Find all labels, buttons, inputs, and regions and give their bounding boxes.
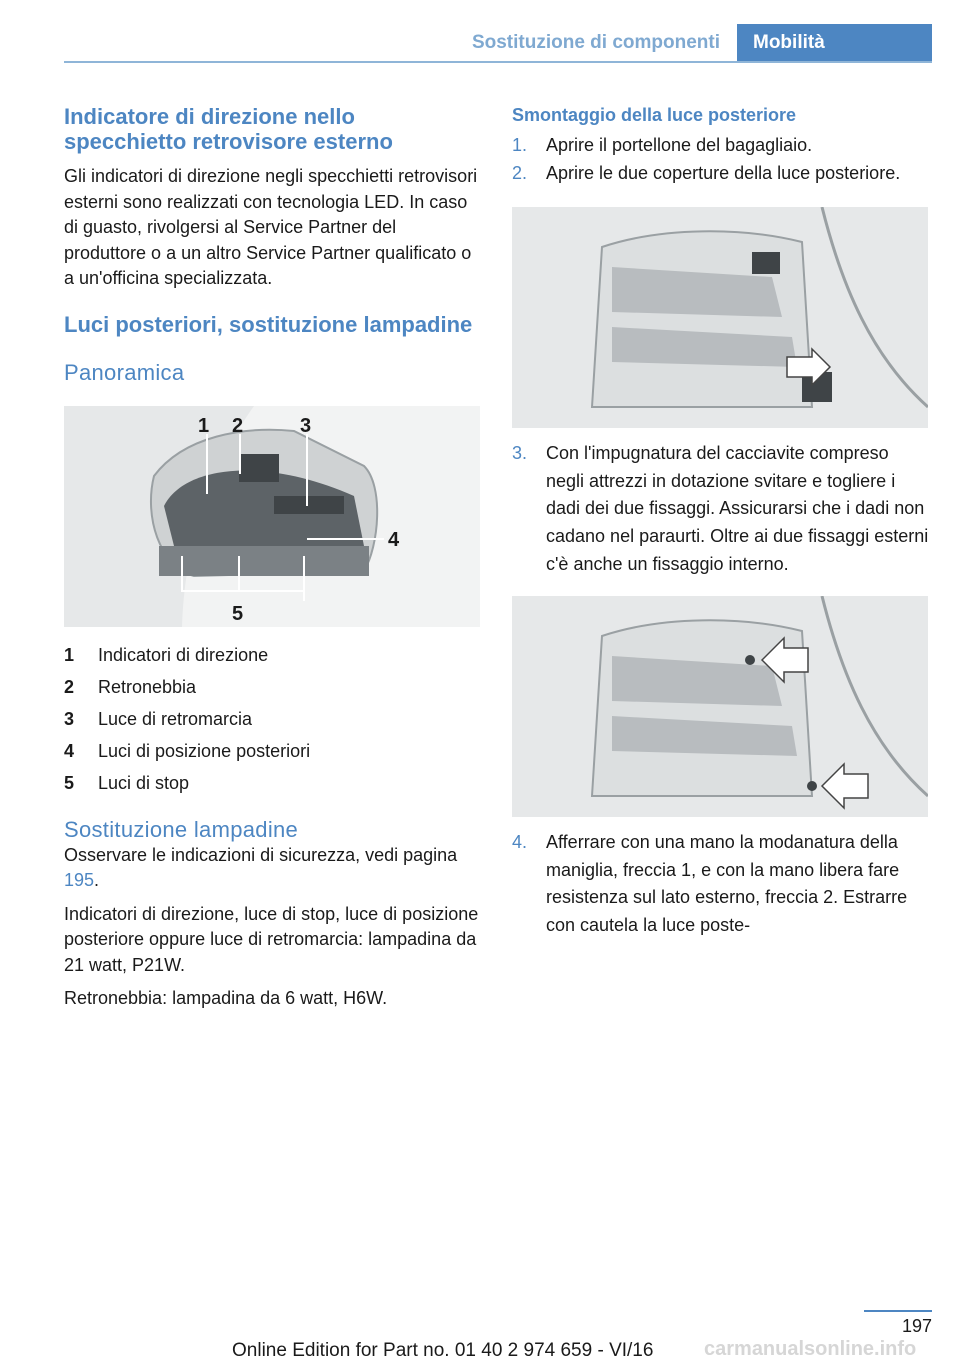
reverse-light-segment	[274, 496, 344, 514]
legend-item	[64, 639, 482, 671]
legend-text: Luci di posizione posteriori	[98, 740, 311, 761]
edition-note: Online Edition for Part no. 01 40 2 974 659 - VI/16	[232, 1340, 654, 1361]
running-header-chapter-tab: Mobilità	[737, 24, 932, 63]
page-reference-link[interactable]: 195	[64, 870, 95, 890]
heading-removal: Smontaggio della luce posteriore	[512, 105, 797, 125]
step-item	[512, 132, 930, 160]
step-item	[512, 829, 930, 939]
legend-item	[64, 703, 482, 735]
legend-number: 1	[64, 644, 75, 665]
legend-text: Retronebbia	[98, 676, 197, 697]
watermark: carmanualsonline.info	[704, 1338, 917, 1360]
steps-list-c	[512, 829, 930, 939]
step-text: Con l'impugnatura del cacciavite compreso negli attrezzi in dotazione svitare e togliere i dadi dei due fissaggi. Assicurarsi che i dadi non cadano nel paraurti. Oltre ai due fissaggi esterni c'è anche un fissaggio interno.	[546, 443, 929, 574]
legend-item	[64, 735, 482, 767]
figure-fixing-nuts	[512, 596, 928, 817]
figure-label-3: 3	[300, 414, 312, 437]
legend-item	[64, 767, 482, 799]
fixing-nut-upper	[745, 655, 755, 665]
figure-label-4: 4	[388, 528, 400, 551]
stop-light-segment	[159, 546, 369, 576]
figure-label-1: 1	[198, 414, 210, 437]
legend-number: 2	[64, 676, 75, 697]
footer-rule	[864, 1310, 932, 1312]
heading-tail-lights: Luci posteriori, sostituzione lampadine	[64, 311, 473, 337]
step-number: 3.	[512, 443, 528, 464]
legend-number: 5	[64, 772, 75, 793]
step-text: Aprire il portellone del bagagliaio.	[546, 135, 813, 155]
step-text: Aprire le due coperture della luce posteriore.	[546, 162, 901, 183]
paragraph-safety-note	[64, 843, 482, 894]
legend-text: Luce di retromarcia	[98, 708, 253, 729]
paragraph-mirror-indicator: Gli indicatori di direzione negli specchietti retrovisori esterni sono realizzati con tecnologia LED. In caso di guasto, rivolgersi al Service Partner del produttore o a un altro Service Partner qualificato o a un'officina specializzata.	[64, 166, 478, 288]
running-header-section: Sostituzione di componenti	[471, 32, 720, 53]
step-text: Afferrare con una mano la modanatura della maniglia, freccia 1, e con la mano libera fare resistenza sul lato esterno, freccia 2. Estrarre con cautela la luce poste-	[546, 832, 908, 935]
steps-list-a	[512, 132, 930, 187]
step-number: 4.	[512, 832, 528, 853]
legend-list	[64, 639, 482, 799]
legend-text: Indicatori di direzione	[98, 644, 269, 665]
page-number: 197	[901, 1316, 932, 1336]
legend-item	[64, 671, 482, 703]
paragraph-bulb-spec-21w: Indicatori di direzione, luce di stop, luce di posizione posteriore oppure luce di retromarcia: lampadina da 21 watt, P21W.	[64, 903, 479, 975]
figure-label-5: 5	[232, 602, 244, 625]
legend-text: Luci di stop	[98, 772, 190, 793]
legend-number: 3	[64, 708, 75, 729]
header-rule	[64, 61, 932, 63]
cover-open-upper	[752, 252, 780, 274]
left-column	[64, 104, 482, 1012]
heading-bulb-replacement: Sostituzione lampadine	[64, 816, 299, 842]
step-number: 2.	[512, 162, 528, 183]
safety-note-end: .	[94, 870, 100, 890]
right-column	[512, 104, 930, 940]
figure-opened-covers	[512, 207, 928, 428]
step-item	[512, 440, 930, 578]
figure-tail-light-overview	[64, 406, 480, 627]
step-number: 1.	[512, 135, 528, 155]
paragraph-bulb-spec-6w: Retronebbia: lampadina da 6 watt, H6W.	[64, 988, 388, 1008]
legend-number: 4	[64, 740, 75, 761]
heading-mirror-indicator: Indicatore di direzione nello specchietto retrovisore esterno	[64, 104, 393, 154]
step-item	[512, 160, 930, 188]
safety-note-text: Osservare le indicazioni di sicurezza, vedi pagina	[64, 844, 458, 865]
heading-overview: Panoramica	[64, 359, 185, 385]
fixing-nut-lower	[807, 781, 817, 791]
steps-list-b	[512, 440, 930, 578]
fog-light-segment	[239, 454, 279, 482]
figure-label-2: 2	[232, 414, 244, 437]
